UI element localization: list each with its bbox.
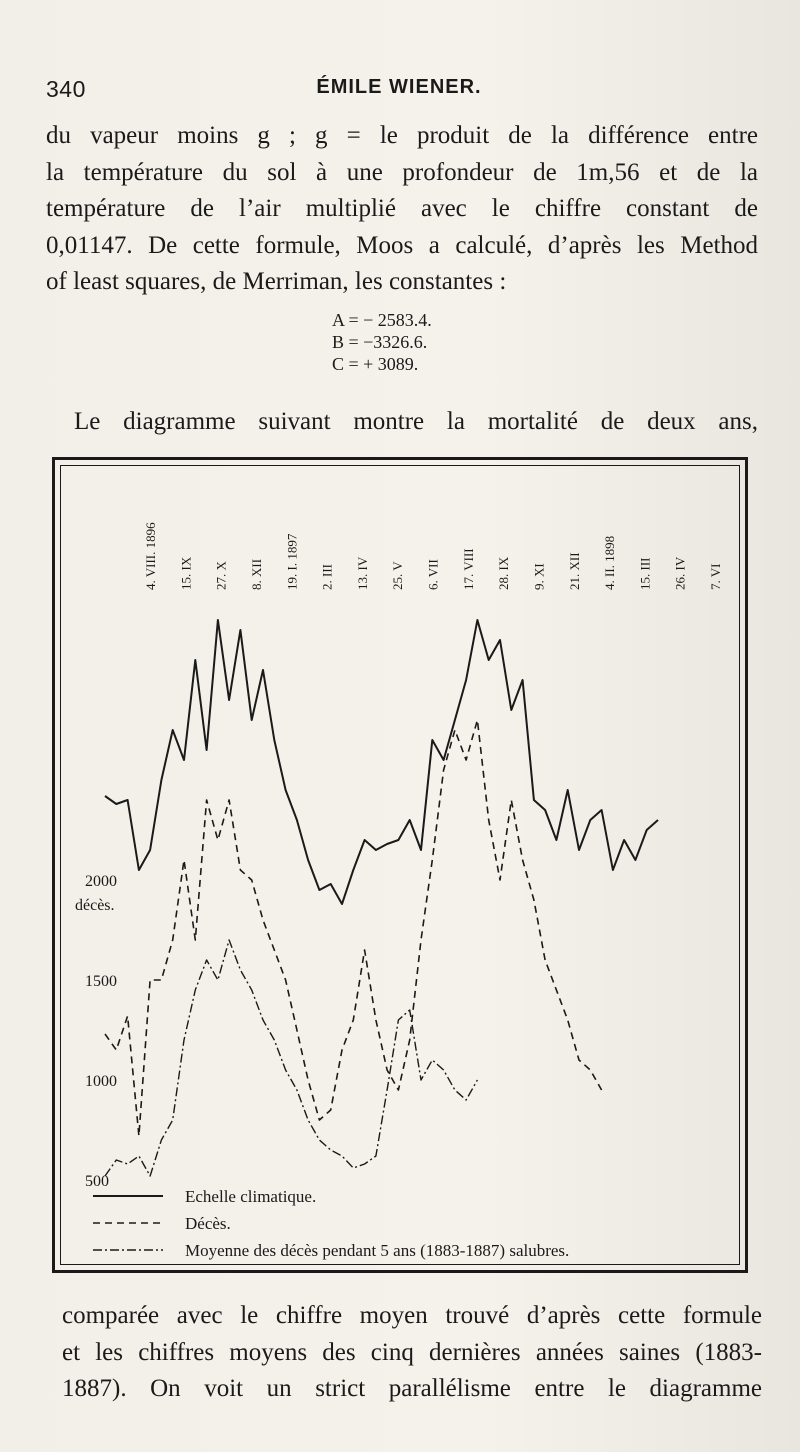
x-tick-label: 19. I. 1897 [284, 533, 300, 590]
running-head: ÉMILE WIENER. [316, 76, 482, 98]
text-line: comparée avec le chiffre moyen trouvé d’après cette formule [62, 1302, 762, 1329]
constant-b: B = −3326.6. [332, 332, 428, 352]
page-number: 340 [46, 76, 86, 102]
y-tick-label: 500 [85, 1173, 109, 1190]
x-tick-label: 13. IV [354, 556, 370, 590]
text-line: du vapeur moins g ; g = le produit de la différence entre [46, 122, 758, 149]
x-tick-label: 15. IX [178, 556, 194, 590]
y-tick-label: 1000 [85, 1073, 117, 1090]
legend-label: Moyenne des décès pendant 5 ans (1883-1887) salubres. [185, 1241, 570, 1260]
text-line: et les chiffres moyens des cinq dernières années saines (1883- [62, 1338, 762, 1366]
x-tick-label: 4. II. 1898 [602, 535, 618, 590]
x-tick-label: 25. V [390, 561, 406, 590]
x-tick-label: 21. XII [566, 552, 582, 590]
y-tick-label: 1500 [85, 973, 117, 990]
x-tick-label: 27. X [213, 561, 229, 590]
paragraph-diagram-intro [74, 404, 758, 441]
x-tick-label: 7. VI [708, 563, 723, 590]
series-line-dash-dot [105, 940, 477, 1176]
legend-label: Echelle climatique. [185, 1187, 317, 1206]
text-line: température de l’air multiplié avec le chiffre constant de [46, 195, 758, 222]
legend-label: Décès. [185, 1214, 231, 1233]
x-tick-label: 6. VII [425, 559, 441, 590]
x-tick-label: 8. XII [248, 558, 264, 590]
x-tick-label: 15. III [637, 557, 653, 590]
text-line: 1887). On voit un strict parallélisme entre le diagramme [62, 1375, 762, 1402]
x-tick-label: 17. VIII [460, 548, 476, 590]
text-line: la température du sol à une profondeur de 1m,56 et de la [46, 158, 758, 186]
x-tick-label: 28. IX [496, 556, 512, 590]
x-tick-label: 26. IV [672, 556, 688, 590]
x-tick-label: 2. III [319, 564, 335, 590]
series-line-solid [105, 620, 658, 904]
constant-a: A = − 2583.4. [332, 310, 432, 330]
text-line: 0,01147. De cette formule, Moos a calculé, d’après les Method [46, 231, 758, 259]
y-tick-label: 2000 [85, 873, 117, 890]
x-tick-label: 9. XI [531, 563, 547, 590]
text-line: Le diagramme suivant montre la mortalité de deux ans, [74, 408, 758, 435]
x-tick-label: 4. VIII. 1896 [143, 522, 158, 590]
paragraph-comparison [62, 1298, 762, 1408]
figure-frame [52, 457, 748, 1273]
constants-block [332, 309, 432, 375]
mortality-chart [55, 460, 745, 1270]
y-unit-label: décès. [75, 897, 115, 914]
text-line: of least squares, de Merriman, les constantes : [46, 268, 507, 295]
page-header [44, 72, 754, 108]
constant-c: C = + 3089. [332, 354, 419, 374]
paragraph-intro [46, 118, 758, 301]
